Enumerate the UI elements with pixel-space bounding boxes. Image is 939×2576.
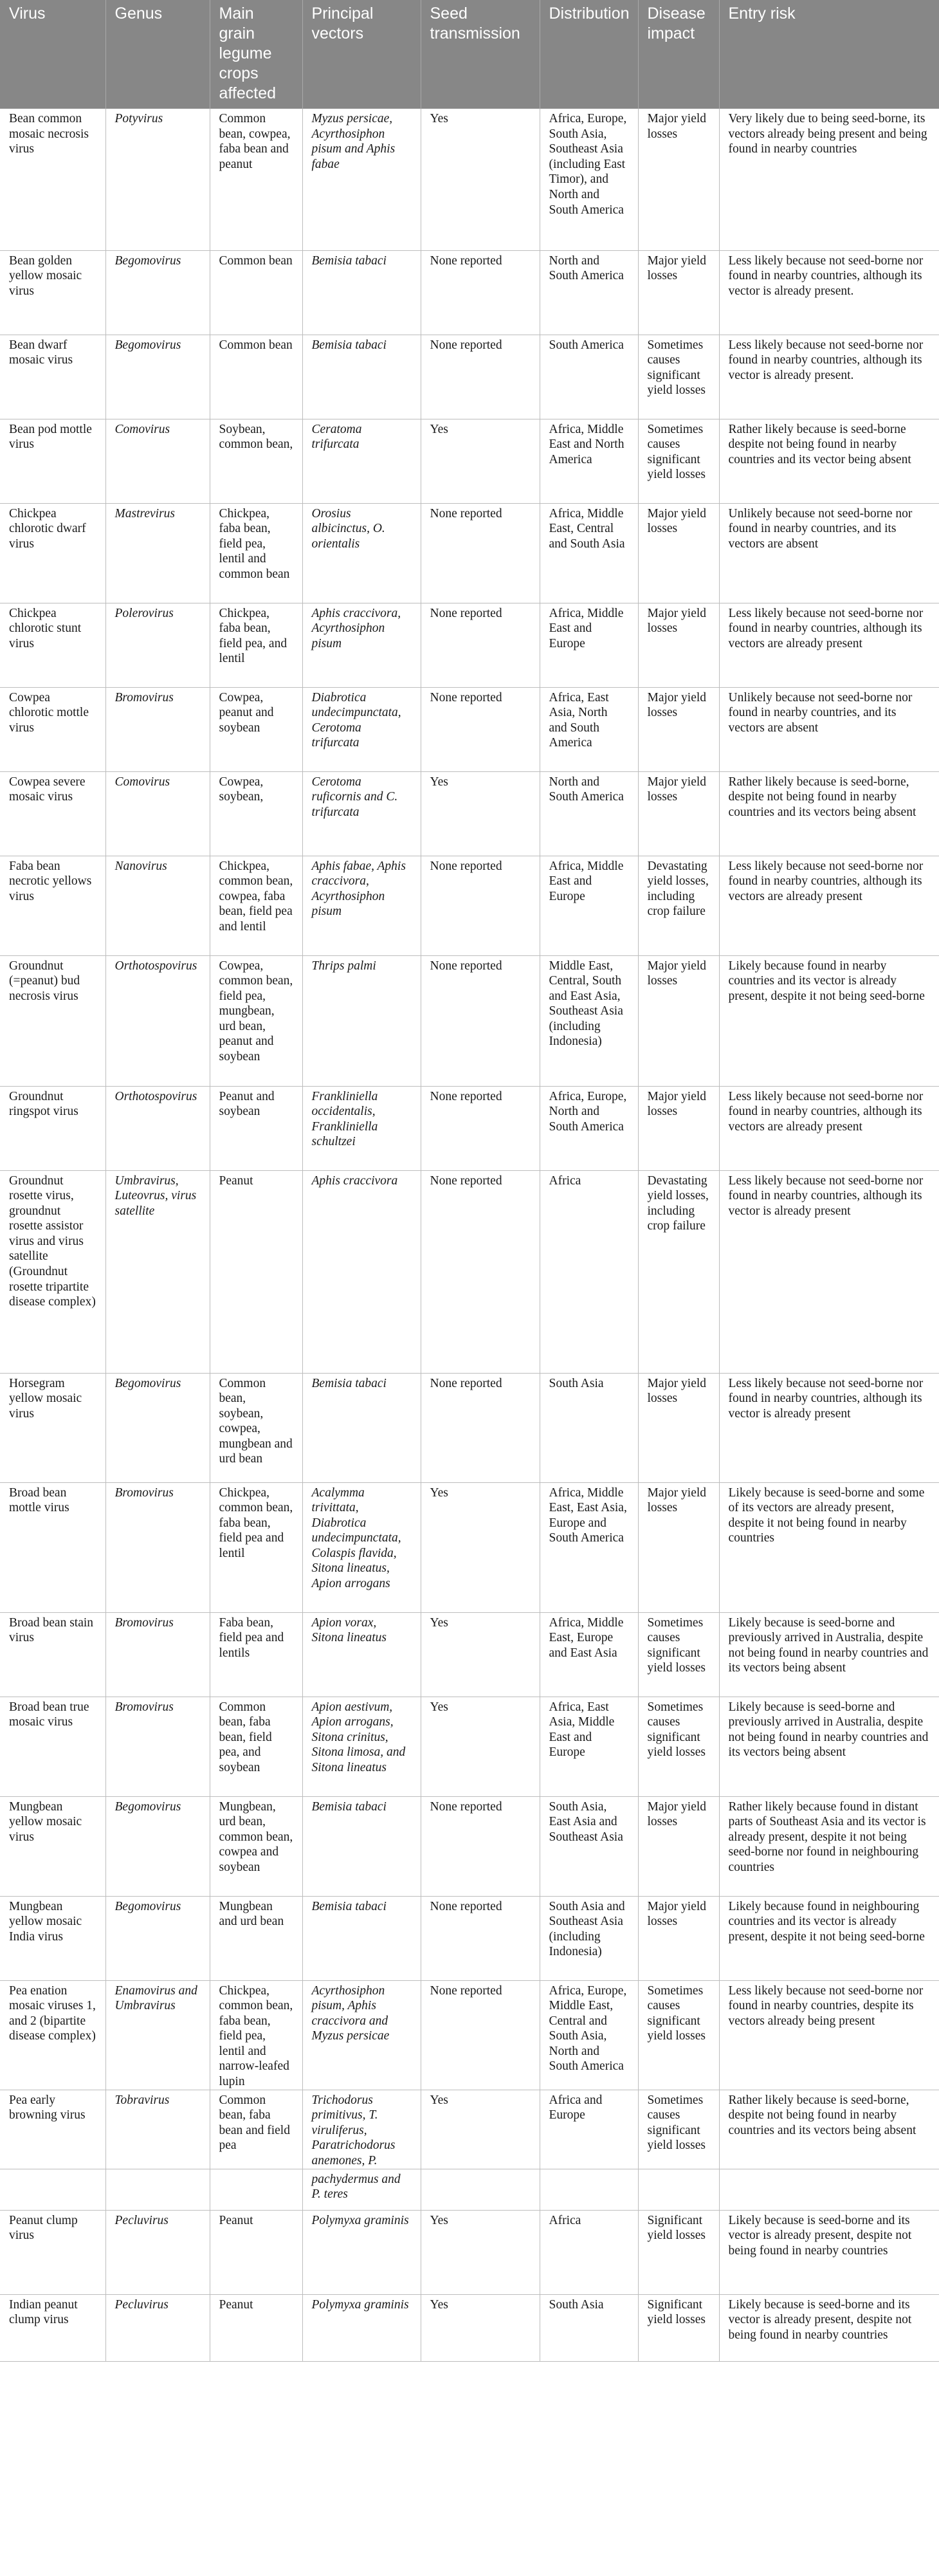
cell-vectors: Bemisia tabaci — [302, 1796, 421, 1896]
cell-vectors: Ceratoma trifurcata — [302, 419, 421, 503]
cell-seed-transmission: None reported — [421, 856, 540, 955]
cell-genus: Pecluvirus — [105, 2294, 210, 2361]
cell-genus: Orthotospovirus — [105, 955, 210, 1086]
cell-virus: Pea enation mosaic viruses 1, and 2 (bipartite disease complex) — [0, 1980, 105, 2090]
column-header-distribution: Distribution — [540, 0, 638, 109]
cell-crops: Mungbean, urd bean, common bean, cowpea and soybean — [210, 1796, 302, 1896]
column-header-crops: Main grain legume crops affected — [210, 0, 302, 109]
cell-vectors: Acyrthosiphon pisum, Aphis craccivora and Myzus persicae — [302, 1980, 421, 2090]
cell-entry-risk: Likely because is seed-borne and previously arrived in Australia, despite not being found in nearby countries and its vectors being absent — [719, 1612, 939, 1697]
cell-distribution: Africa, East Asia, North and South America — [540, 687, 638, 771]
cell-virus: Bean dwarf mosaic virus — [0, 335, 105, 419]
cell-genus: Pecluvirus — [105, 2210, 210, 2294]
cell-entry-risk: Less likely because not seed-borne nor found in nearby countries, although its vector is already present — [719, 1170, 939, 1373]
cell-disease-impact: Sometimes causes significant yield losses — [638, 1612, 719, 1697]
column-header-entry-risk: Entry risk — [719, 0, 939, 109]
cell-vectors: Bemisia tabaci — [302, 1373, 421, 1482]
cell-distribution: Africa, Middle East, Central and South Asia — [540, 503, 638, 603]
cell-virus: Indian peanut clump virus — [0, 2294, 105, 2361]
cell-vectors: Bemisia tabaci — [302, 1896, 421, 1980]
cell-genus: Tobravirus — [105, 2090, 210, 2169]
table-row — [0, 1612, 939, 1697]
table-row — [0, 856, 939, 955]
cell-entry-risk — [719, 2169, 939, 2210]
cell-disease-impact: Major yield losses — [638, 503, 719, 603]
cell-entry-risk: Less likely because not seed-borne nor found in nearby countries, although its vectors are already present — [719, 1086, 939, 1170]
cell-virus: Bean common mosaic necrosis virus — [0, 109, 105, 250]
cell-entry-risk: Rather likely because is seed-borne, despite not being found in nearby countries and its vectors being absent — [719, 2090, 939, 2169]
cell-vectors: Aphis fabae, Aphis craccivora, Acyrthosiphon pisum — [302, 856, 421, 955]
cell-distribution: Africa, Middle East and Europe — [540, 603, 638, 687]
cell-virus: Broad bean mottle virus — [0, 1482, 105, 1612]
cell-distribution: South Asia and Southeast Asia (including Indonesia) — [540, 1896, 638, 1980]
cell-genus: Comovirus — [105, 771, 210, 856]
cell-disease-impact — [638, 2169, 719, 2210]
cell-virus: Groundnut (=peanut) bud necrosis virus — [0, 955, 105, 1086]
cell-genus: Begomovirus — [105, 1796, 210, 1896]
table-row — [0, 250, 939, 335]
cell-distribution: Africa — [540, 2210, 638, 2294]
cell-disease-impact: Sometimes causes significant yield losses — [638, 335, 719, 419]
cell-disease-impact: Devastating yield losses, including crop failure — [638, 1170, 719, 1373]
cell-entry-risk: Less likely because not seed-borne nor found in nearby countries, although its vector is already present — [719, 1373, 939, 1482]
cell-seed-transmission: Yes — [421, 109, 540, 250]
cell-distribution: Africa, Middle East, East Asia, Europe and South America — [540, 1482, 638, 1612]
cell-crops — [210, 2169, 302, 2210]
cell-seed-transmission: None reported — [421, 1896, 540, 1980]
cell-entry-risk: Likely because found in neighbouring countries and its vector is already present, despite it not being seed-borne — [719, 1896, 939, 1980]
cell-vectors: Apion vorax, Sitona lineatus — [302, 1612, 421, 1697]
cell-virus: Pea early browning virus — [0, 2090, 105, 2169]
cell-disease-impact: Major yield losses — [638, 250, 719, 335]
cell-genus: Bromovirus — [105, 1697, 210, 1796]
cell-vectors: Bemisia tabaci — [302, 335, 421, 419]
table-row — [0, 503, 939, 603]
cell-distribution: Africa, Middle East, Europe and East Asia — [540, 1612, 638, 1697]
cell-crops: Common bean, cowpea, faba bean and peanut — [210, 109, 302, 250]
table-row — [0, 1980, 939, 2090]
cell-crops: Peanut — [210, 1170, 302, 1373]
cell-seed-transmission: Yes — [421, 1612, 540, 1697]
cell-crops: Common bean, faba bean and field pea — [210, 2090, 302, 2169]
cell-seed-transmission: Yes — [421, 2294, 540, 2361]
cell-genus — [105, 2169, 210, 2210]
cell-distribution — [540, 2169, 638, 2210]
cell-distribution: Middle East, Central, South and East Asia, Southeast Asia (including Indonesia) — [540, 955, 638, 1086]
cell-disease-impact: Major yield losses — [638, 955, 719, 1086]
table-row — [0, 603, 939, 687]
cell-vectors: Orosius albicinctus, O. orientalis — [302, 503, 421, 603]
cell-distribution: South Asia — [540, 2294, 638, 2361]
cell-crops: Common bean — [210, 250, 302, 335]
cell-genus: Enamovirus and Umbravirus — [105, 1980, 210, 2090]
cell-crops: Cowpea, soybean, — [210, 771, 302, 856]
cell-genus: Comovirus — [105, 419, 210, 503]
cell-vectors: Frankliniella occidentalis, Frankliniella schultzei — [302, 1086, 421, 1170]
cell-crops: Chickpea, faba bean, field pea, lentil and common bean — [210, 503, 302, 603]
cell-distribution: South Asia, East Asia and Southeast Asia — [540, 1796, 638, 1896]
cell-crops: Chickpea, common bean, faba bean, field pea, lentil and narrow-leafed lupin — [210, 1980, 302, 2090]
cell-distribution: Africa — [540, 1170, 638, 1373]
cell-entry-risk: Rather likely because is seed-borne despite not being found in nearby countries and its vector being absent — [719, 419, 939, 503]
cell-vectors: Acalymma trivittata, Diabrotica undecimpunctata, Colaspis flavida, Sitona lineatus, Apion arrogans — [302, 1482, 421, 1612]
cell-entry-risk: Less likely because not seed-borne nor found in nearby countries, although its vector is already present. — [719, 250, 939, 335]
cell-distribution: North and South America — [540, 771, 638, 856]
cell-vectors: Apion aestivum, Apion arrogans, Sitona crinitus, Sitona limosa, and Sitona lineatus — [302, 1697, 421, 1796]
column-header-virus: Virus — [0, 0, 105, 109]
cell-virus: Faba bean necrotic yellows virus — [0, 856, 105, 955]
cell-seed-transmission: None reported — [421, 687, 540, 771]
cell-vectors: Bemisia tabaci — [302, 250, 421, 335]
cell-genus: Umbravirus, Luteovrus, virus satellite — [105, 1170, 210, 1373]
cell-virus: Peanut clump virus — [0, 2210, 105, 2294]
cell-disease-impact: Sometimes causes significant yield losses — [638, 1697, 719, 1796]
cell-genus: Mastrevirus — [105, 503, 210, 603]
cell-vectors: pachydermus and P. teres — [302, 2169, 421, 2210]
cell-virus: Bean pod mottle virus — [0, 419, 105, 503]
cell-entry-risk: Less likely because not seed-borne nor found in nearby countries, although its vectors are already present — [719, 603, 939, 687]
cell-vectors: Aphis craccivora — [302, 1170, 421, 1373]
cell-distribution: Africa and Europe — [540, 2090, 638, 2169]
cell-disease-impact: Major yield losses — [638, 1796, 719, 1896]
table-row — [0, 1373, 939, 1482]
cell-seed-transmission: Yes — [421, 1482, 540, 1612]
cell-virus: Groundnut rosette virus, groundnut rosette assistor virus and virus satellite (Groundnut rosette tripartite disease complex) — [0, 1170, 105, 1373]
cell-crops: Common bean, soybean, cowpea, mungbean and urd bean — [210, 1373, 302, 1482]
cell-entry-risk: Less likely because not seed-borne nor found in nearby countries, although its vector is already present. — [719, 335, 939, 419]
cell-disease-impact: Major yield losses — [638, 771, 719, 856]
cell-vectors: Myzus persicae, Acyrthosiphon pisum and Aphis fabae — [302, 109, 421, 250]
table-row — [0, 2210, 939, 2294]
cell-seed-transmission: None reported — [421, 1373, 540, 1482]
cell-genus: Begomovirus — [105, 1896, 210, 1980]
cell-disease-impact: Sometimes causes significant yield losses — [638, 2090, 719, 2169]
cell-distribution: Africa, Europe, North and South America — [540, 1086, 638, 1170]
cell-genus: Potyvirus — [105, 109, 210, 250]
table-row — [0, 419, 939, 503]
cell-vectors: Trichodorus primitivus, T. viruliferus, Paratrichodorus anemones, P. — [302, 2090, 421, 2169]
cell-virus — [0, 2169, 105, 2210]
cell-entry-risk: Likely because found in nearby countries and its vector is already present, despite it not being seed-borne — [719, 955, 939, 1086]
cell-crops: Peanut and soybean — [210, 1086, 302, 1170]
cell-entry-risk: Less likely because not seed-borne nor found in nearby countries, although its vectors are already present — [719, 856, 939, 955]
table-header-row — [0, 0, 939, 109]
cell-disease-impact: Sometimes causes significant yield losses — [638, 419, 719, 503]
cell-disease-impact: Major yield losses — [638, 1086, 719, 1170]
table-row — [0, 771, 939, 856]
cell-crops: Soybean, common bean, — [210, 419, 302, 503]
cell-virus: Cowpea chlorotic mottle virus — [0, 687, 105, 771]
column-header-genus: Genus — [105, 0, 210, 109]
cell-seed-transmission — [421, 2169, 540, 2210]
cell-seed-transmission: None reported — [421, 250, 540, 335]
table-row — [0, 2294, 939, 2361]
cell-genus: Begomovirus — [105, 1373, 210, 1482]
column-header-vectors: Principal vectors — [302, 0, 421, 109]
cell-entry-risk: Unlikely because not seed-borne nor found in nearby countries, and its vectors are absent — [719, 687, 939, 771]
cell-entry-risk: Rather likely because is seed-borne, despite not being found in nearby countries and its vectors being absent — [719, 771, 939, 856]
table-row — [0, 687, 939, 771]
cell-seed-transmission: Yes — [421, 2210, 540, 2294]
cell-crops: Chickpea, common bean, faba bean, field pea and lentil — [210, 1482, 302, 1612]
cell-genus: Begomovirus — [105, 250, 210, 335]
cell-vectors: Diabrotica undecimpunctata, Cerotoma trifurcata — [302, 687, 421, 771]
table-row — [0, 2090, 939, 2169]
cell-seed-transmission: None reported — [421, 335, 540, 419]
cell-entry-risk: Less likely because not seed-borne nor found in nearby countries, despite its vectors already being present — [719, 1980, 939, 2090]
cell-virus: Chickpea chlorotic dwarf virus — [0, 503, 105, 603]
cell-genus: Bromovirus — [105, 1482, 210, 1612]
cell-genus: Orthotospovirus — [105, 1086, 210, 1170]
cell-disease-impact: Significant yield losses — [638, 2294, 719, 2361]
cell-crops: Mungbean and urd bean — [210, 1896, 302, 1980]
cell-virus: Broad bean true mosaic virus — [0, 1697, 105, 1796]
cell-distribution: South America — [540, 335, 638, 419]
cell-virus: Horsegram yellow mosaic virus — [0, 1373, 105, 1482]
cell-seed-transmission: Yes — [421, 771, 540, 856]
cell-disease-impact: Major yield losses — [638, 1896, 719, 1980]
table-row — [0, 2169, 939, 2210]
cell-distribution: North and South America — [540, 250, 638, 335]
cell-disease-impact: Major yield losses — [638, 603, 719, 687]
table-row — [0, 1170, 939, 1373]
table-row — [0, 955, 939, 1086]
cell-seed-transmission: Yes — [421, 1697, 540, 1796]
cell-entry-risk: Likely because is seed-borne and its vector is already present, despite not being found in nearby countries — [719, 2210, 939, 2294]
table-row — [0, 1697, 939, 1796]
cell-crops: Common bean — [210, 335, 302, 419]
table-row — [0, 1796, 939, 1896]
cell-seed-transmission: None reported — [421, 1796, 540, 1896]
cell-seed-transmission: Yes — [421, 419, 540, 503]
cell-vectors: Cerotoma ruficornis and C. trifurcata — [302, 771, 421, 856]
cell-disease-impact: Sometimes causes significant yield losses — [638, 1980, 719, 2090]
cell-distribution: Africa, East Asia, Middle East and Europe — [540, 1697, 638, 1796]
cell-virus: Mungbean yellow mosaic virus — [0, 1796, 105, 1896]
cell-seed-transmission: None reported — [421, 1086, 540, 1170]
cell-genus: Polerovirus — [105, 603, 210, 687]
cell-seed-transmission: None reported — [421, 1170, 540, 1373]
cell-distribution: South Asia — [540, 1373, 638, 1482]
cell-genus: Begomovirus — [105, 335, 210, 419]
cell-seed-transmission: None reported — [421, 603, 540, 687]
cell-entry-risk: Rather likely because found in distant parts of Southeast Asia and its vector is already present, despite it not being seed-borne nor found in neighbouring countries — [719, 1796, 939, 1896]
cell-distribution: Africa, Middle East and Europe — [540, 856, 638, 955]
cell-crops: Faba bean, field pea and lentils — [210, 1612, 302, 1697]
column-header-disease-impact: Disease impact — [638, 0, 719, 109]
cell-seed-transmission: None reported — [421, 1980, 540, 2090]
cell-crops: Cowpea, common bean, field pea, mungbean, urd bean, peanut and soybean — [210, 955, 302, 1086]
cell-disease-impact: Major yield losses — [638, 1373, 719, 1482]
cell-virus: Broad bean stain virus — [0, 1612, 105, 1697]
table-row — [0, 1086, 939, 1170]
cell-virus: Groundnut ringspot virus — [0, 1086, 105, 1170]
cell-distribution: Africa, Middle East and North America — [540, 419, 638, 503]
cell-entry-risk: Likely because is seed-borne and some of its vectors are already present, despite it not being found in nearby countries — [719, 1482, 939, 1612]
cell-entry-risk: Very likely due to being seed-borne, its vectors already being present and being found in nearby countries — [719, 109, 939, 250]
cell-vectors: Polymyxa graminis — [302, 2210, 421, 2294]
cell-entry-risk: Likely because is seed-borne and its vector is already present, despite not being found in nearby countries — [719, 2294, 939, 2361]
cell-seed-transmission: Yes — [421, 2090, 540, 2169]
cell-crops: Common bean, faba bean, field pea, and soybean — [210, 1697, 302, 1796]
cell-vectors: Aphis craccivora, Acyrthosiphon pisum — [302, 603, 421, 687]
cell-disease-impact: Significant yield losses — [638, 2210, 719, 2294]
cell-crops: Peanut — [210, 2294, 302, 2361]
cell-genus: Bromovirus — [105, 687, 210, 771]
cell-entry-risk: Unlikely because not seed-borne nor found in nearby countries, and its vectors are absent — [719, 503, 939, 603]
table-row — [0, 1482, 939, 1612]
cell-disease-impact: Major yield losses — [638, 109, 719, 250]
cell-disease-impact: Major yield losses — [638, 1482, 719, 1612]
cell-distribution: Africa, Europe, Middle East, Central and South Asia, North and South America — [540, 1980, 638, 2090]
table-row — [0, 335, 939, 419]
table-row — [0, 1896, 939, 1980]
cell-disease-impact: Devastating yield losses, including crop failure — [638, 856, 719, 955]
cell-virus: Chickpea chlorotic stunt virus — [0, 603, 105, 687]
cell-crops: Chickpea, faba bean, field pea, and lentil — [210, 603, 302, 687]
cell-distribution: Africa, Europe, South Asia, Southeast Asia (including East Timor), and North and South America — [540, 109, 638, 250]
cell-crops: Peanut — [210, 2210, 302, 2294]
cell-virus: Cowpea severe mosaic virus — [0, 771, 105, 856]
cell-genus: Bromovirus — [105, 1612, 210, 1697]
cell-seed-transmission: None reported — [421, 503, 540, 603]
cell-virus: Mungbean yellow mosaic India virus — [0, 1896, 105, 1980]
table-row — [0, 109, 939, 250]
cell-vectors: Polymyxa graminis — [302, 2294, 421, 2361]
cell-entry-risk: Likely because is seed-borne and previously arrived in Australia, despite not being found in nearby countries and its vectors being absent — [719, 1697, 939, 1796]
cell-genus: Nanovirus — [105, 856, 210, 955]
cell-disease-impact: Major yield losses — [638, 687, 719, 771]
cell-crops: Chickpea, common bean, cowpea, faba bean, field pea and lentil — [210, 856, 302, 955]
column-header-seed-transmission: Seed transmission — [421, 0, 540, 109]
cell-vectors: Thrips palmi — [302, 955, 421, 1086]
cell-virus: Bean golden yellow mosaic virus — [0, 250, 105, 335]
cell-crops: Cowpea, peanut and soybean — [210, 687, 302, 771]
cell-seed-transmission: None reported — [421, 955, 540, 1086]
